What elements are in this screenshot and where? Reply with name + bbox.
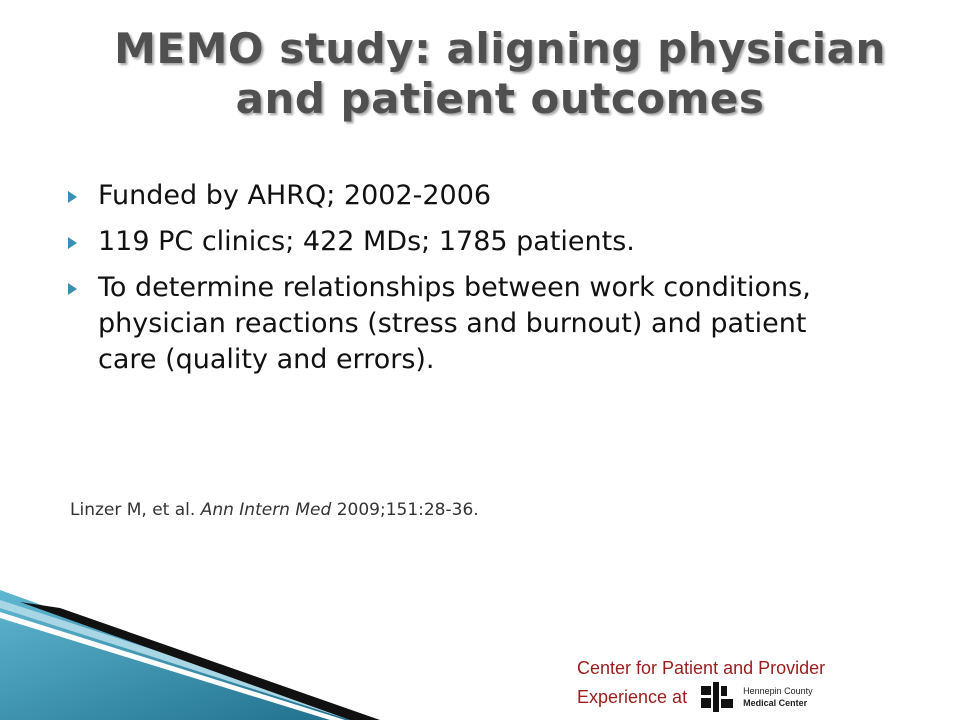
bullet-arrow-icon (68, 237, 77, 249)
bullet-text: To determine relationships between work conditions, physician reactions (stress and burnout) and patient care (quality and errors). (98, 272, 811, 375)
slide-title-line-2: and patient outcomes (235, 74, 765, 123)
hennepin-logo (699, 682, 813, 712)
bullet-item (68, 178, 868, 214)
hcmc-logo-icon (699, 682, 735, 712)
citation-journal: Ann Intern Med (200, 500, 332, 520)
bullet-arrow-icon (68, 191, 77, 203)
bullet-text: 119 PC clinics; 422 MDs; 1785 patients. (98, 226, 635, 257)
bullet-item (68, 224, 868, 260)
bullet-arrow-icon (68, 283, 77, 295)
footer-text (577, 654, 825, 712)
slide-title (60, 24, 940, 124)
logo-line-1: Hennepin County (743, 686, 813, 696)
footer-line-1: Center for Patient and Provider (577, 658, 826, 678)
citation (70, 500, 479, 520)
footer-line-2-text: Experience at (577, 687, 688, 707)
logo-line-2: Medical Center (743, 698, 808, 708)
bullet-text: Funded by AHRQ; 2002-2006 (98, 180, 492, 211)
footer-line-2 (577, 682, 825, 712)
citation-authors: Linzer M, et al. (70, 500, 201, 520)
bullet-list (68, 178, 868, 388)
decorative-wave-graphic (0, 590, 420, 720)
citation-details: 2009;151:28-36. (331, 500, 479, 520)
slide-title-line-1: MEMO study: aligning physician (114, 24, 886, 73)
bullet-item (68, 270, 868, 378)
logo-wordmark (743, 685, 813, 709)
